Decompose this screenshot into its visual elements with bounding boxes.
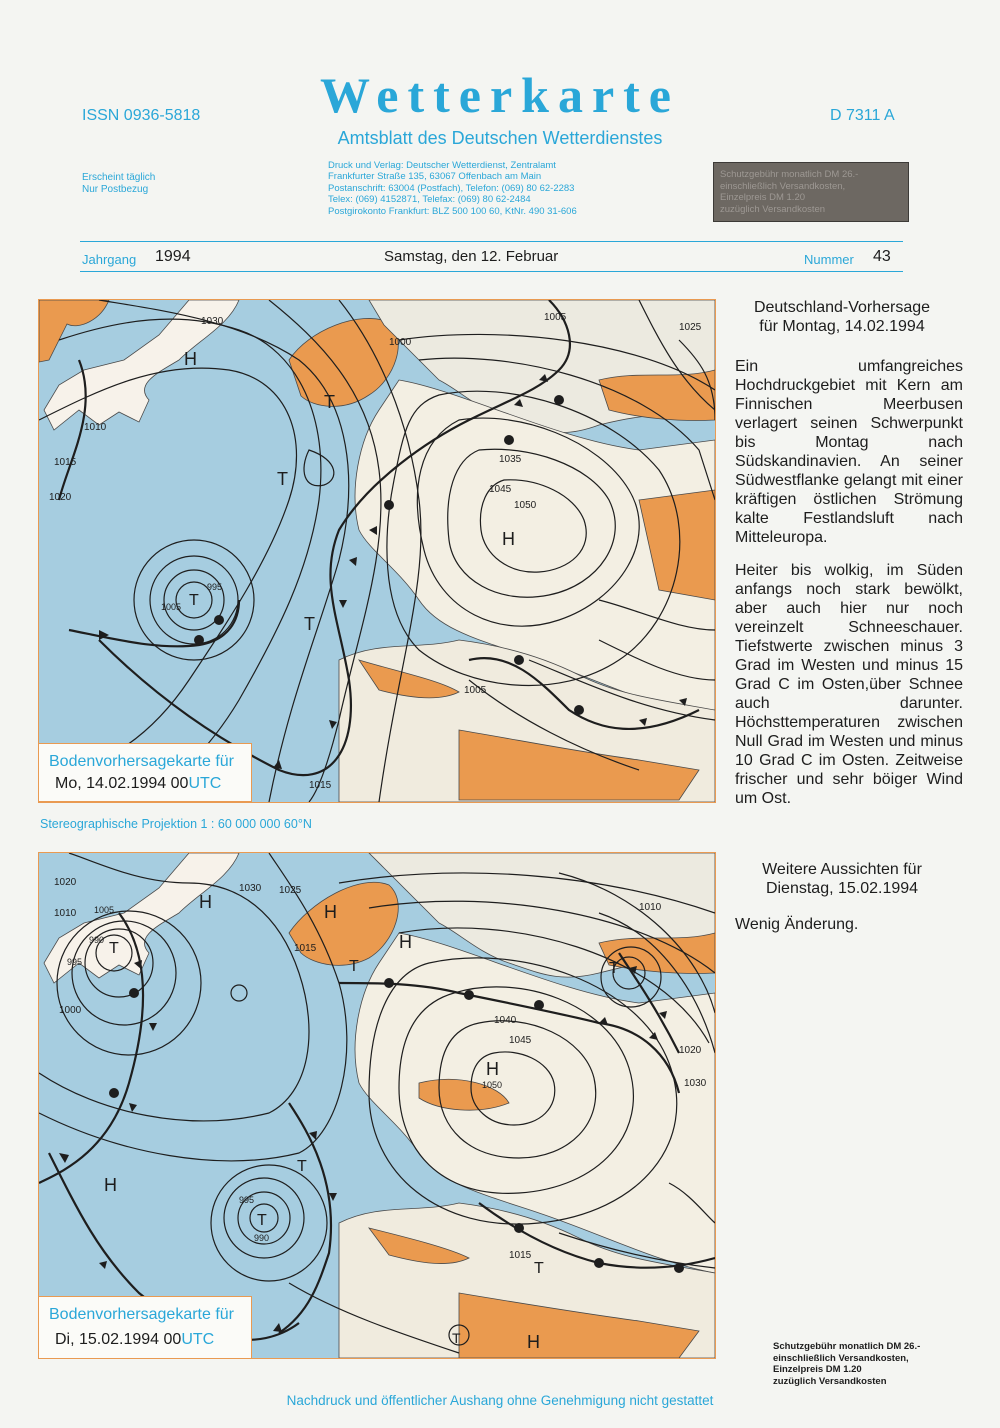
greenland-land	[39, 300, 109, 362]
issue-date: Samstag, den 12. Februar	[384, 248, 559, 265]
fee-line: Schutzgebühr monatlich DM 26.-	[773, 1341, 921, 1352]
frequency-line: Nur Postbezug	[82, 184, 149, 195]
fee-line: Einzelpreis DM 1.20	[773, 1364, 862, 1375]
imprint-line: Frankfurter Straße 135, 63067 Offenbach am Main	[328, 171, 542, 183]
isobar-label: 1000	[389, 337, 412, 348]
isobar-label: 1010	[639, 902, 662, 913]
legend-date	[55, 775, 221, 793]
imprint-line: Postanschrift: 63004 (Postfach), Telefon: (069) 80 62-2283	[328, 182, 575, 194]
legend-date	[55, 1331, 214, 1349]
high-label: H	[502, 529, 515, 549]
low-label: T	[297, 1158, 307, 1175]
outlook-heading-line: Weitere Aussichten für	[762, 861, 922, 878]
isobar-label: 1005	[544, 312, 567, 323]
forecast-paragraph: Heiter bis wolkig, im Süden anfangs noch stark bewölkt, aber auch hier nur noch vereinzelt Schneeschauer. Tiefstwerte zwischen minus 3 Grad im Westen und minus 15 Grad C im Osten,über Schnee auch darunter. Höchsttemperaturen zwischen Null Grad im Westen und minus 10 Grad C im Osten. Zeitweise frischer und sehr böiger Wind um Ost.	[735, 562, 963, 807]
projection-note: Stereographische Projektion 1 : 60 000 000 60°N	[40, 817, 312, 831]
low-label: T	[452, 1330, 461, 1346]
isobar-label: 1045	[489, 484, 512, 495]
high-label: H	[324, 902, 337, 922]
year-value: 1994	[155, 248, 191, 265]
map-monday-drawing	[39, 300, 715, 802]
low-label: T	[257, 1212, 267, 1229]
isobar-label: 1020	[679, 1045, 702, 1056]
legend-date-text: Di, 15.02.1994 00	[55, 1331, 182, 1348]
forecast-heading-line: Deutschland-Vorhersage	[753, 299, 931, 316]
isobar-label: 1020	[54, 877, 77, 888]
isobar-label: 1030	[684, 1078, 707, 1089]
imprint	[328, 160, 577, 217]
low-label: T	[609, 960, 619, 977]
fee-line: zuzüglich Versandkosten	[773, 1375, 887, 1387]
isobar-label: 1025	[679, 322, 702, 333]
high-label: H	[486, 1059, 499, 1079]
map-monday-legend	[38, 743, 252, 802]
masthead-title: Wetterkarte	[320, 67, 680, 123]
legend-utc: UTC	[188, 775, 222, 792]
surface-forecast-map-monday	[38, 299, 716, 803]
header-rule-top	[80, 241, 903, 242]
imprint-line: Druck und Verlag: Deutscher Wetterdienst, Zentralamt	[328, 160, 556, 171]
issn: ISSN 0936-5818	[82, 107, 201, 124]
isobar-label: 1030	[239, 883, 262, 894]
isobar-label: 1025	[279, 885, 302, 896]
isobar-label: 1040	[494, 1015, 517, 1026]
low-label: T	[109, 940, 119, 957]
isobar-label: 1005	[161, 602, 182, 612]
high-label: H	[184, 349, 197, 369]
isobar-label: 1015	[54, 457, 77, 468]
legend-date-text: Mo, 14.02.1994 00	[55, 775, 189, 792]
postal-code: D 7311 A	[830, 107, 895, 124]
legend-title: Bodenvorhersagekarte für	[49, 753, 234, 770]
imprint-line: Telex: (069) 4152871, Telefax: (069) 80 62-2484	[328, 194, 531, 206]
isobar-label: 995	[207, 582, 223, 592]
legend-title: Bodenvorhersagekarte für	[49, 1306, 234, 1323]
price-stamp-line: zuzüglich Versandkosten	[720, 203, 826, 215]
isobar-label: 1050	[514, 500, 537, 511]
low-label: T	[349, 958, 359, 975]
isobar-label: 990	[89, 935, 105, 945]
forecast-paragraph: Ein umfangreiches Hochdruckgebiet mit Kern am Finnischen Meerbusen verlagert seinen Schwerpunkt bis Montag nach Südskandinavien. An seiner Südwestflanke gelangt mit einer kräftigen östlichen Strömung kalte Festlandsluft nach Mitteleuropa.	[735, 358, 963, 546]
forecast-heading	[730, 298, 954, 336]
fee-line: einschließlich Versandkosten,	[773, 1352, 909, 1364]
low-label: T	[324, 392, 335, 412]
isobar-label: 1035	[499, 454, 522, 465]
isobar-label: 1005	[464, 685, 487, 696]
isobar-label: 1015	[509, 1250, 532, 1261]
isobar-label: 1000	[59, 1005, 82, 1016]
frequency-note	[82, 172, 155, 196]
isobar-label: 1050	[482, 1080, 503, 1090]
low-label: T	[189, 592, 199, 609]
isobar-label: 1015	[309, 780, 332, 791]
isobar-label: 1020	[49, 492, 72, 503]
isobar-label: 1010	[54, 908, 77, 919]
map-tuesday-drawing	[39, 853, 715, 1358]
high-label: H	[199, 892, 212, 912]
map-tuesday-legend	[38, 1296, 252, 1359]
price-stamp-line: einschließlich Versandkosten,	[720, 180, 846, 192]
isobar-label: 995	[67, 957, 83, 967]
surface-forecast-map-tuesday	[38, 852, 716, 1359]
high-label: H	[399, 932, 412, 952]
issue-number: 43	[873, 248, 891, 265]
header-rule-bottom	[80, 271, 903, 272]
number-label: Nummer	[804, 252, 854, 267]
footer-notice: Nachdruck und öffentlicher Aushang ohne Genehmigung nicht gestattet	[286, 1393, 714, 1408]
high-label: H	[104, 1175, 117, 1195]
price-stamp	[713, 162, 909, 222]
imprint-line: Postgirokonto Frankfurt: BLZ 500 100 60, KtNr. 490 31-606	[328, 205, 577, 217]
legend-utc: UTC	[181, 1331, 215, 1348]
low-label: T	[534, 1260, 544, 1277]
isobar-label: 1010	[84, 422, 107, 433]
isobar-label: 1030	[201, 316, 224, 327]
forecast-heading-line: für Montag, 14.02.1994	[759, 318, 925, 335]
price-stamp-line: Einzelpreis DM 1.20	[720, 192, 806, 203]
price-stamp-line: Schutzgebühr monatlich DM 26.-	[720, 169, 859, 180]
cold-front-atlantic	[279, 1103, 331, 1333]
forecast-text	[735, 357, 963, 822]
outlook-text: Wenig Änderung.	[735, 916, 859, 933]
low-label: T	[304, 614, 315, 634]
outlook-heading	[730, 860, 954, 898]
isobar-label: 1015	[294, 943, 317, 954]
year-label: Jahrgang	[82, 252, 137, 267]
outlook-heading-line: Dienstag, 15.02.1994	[765, 880, 919, 897]
high-label: H	[527, 1332, 540, 1352]
frequency-line: Erscheint täglich	[82, 172, 156, 183]
masthead-subtitle: Amtsblatt des Deutschen Wetterdienstes	[337, 128, 663, 148]
fee-note	[773, 1341, 920, 1387]
isobar-label: 1005	[94, 905, 115, 915]
isobar-label: 1045	[509, 1035, 532, 1046]
isobar-label: 990	[254, 1233, 270, 1243]
isobar-label: 995	[239, 1195, 255, 1205]
low-label: T	[277, 469, 288, 489]
